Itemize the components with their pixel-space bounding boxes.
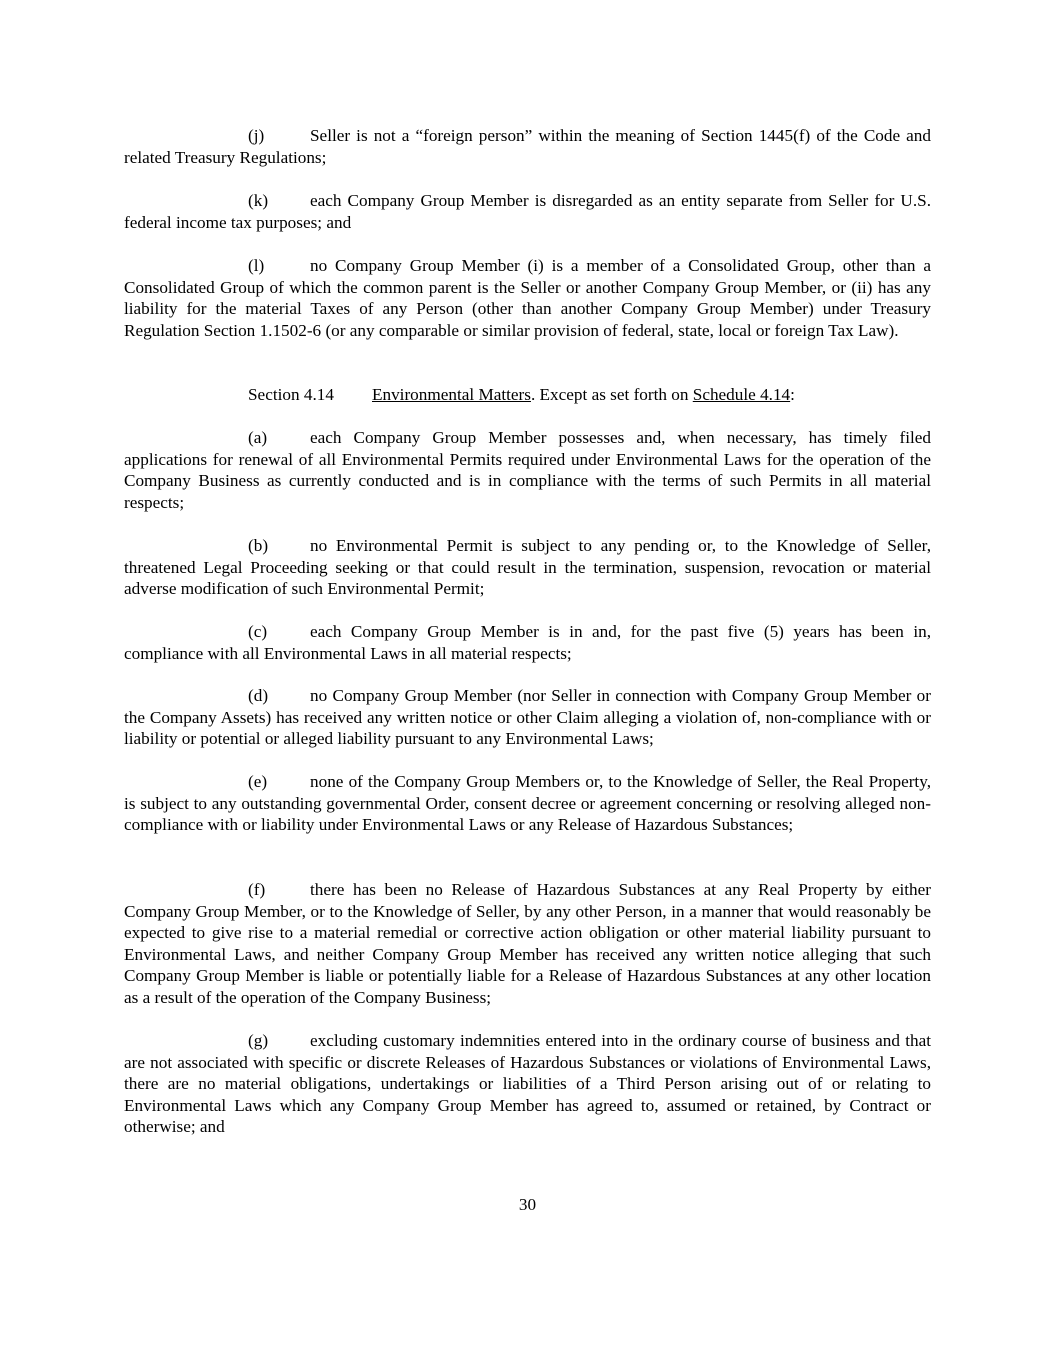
paragraph-text: each Company Group Member is in and, for the past five (5) years has been in, compliance with all Environmental Laws in all material respects;: [124, 622, 931, 663]
paragraph-text: no Environmental Permit is subject to any pending or, to the Knowledge of Seller, threatened Legal Proceeding seeking or that could result in the termination, suspension, revocation or material adverse modification of such Environmental Permit;: [124, 536, 931, 599]
section-number: Section 4.14: [248, 385, 334, 404]
section-title-after: . Except as set forth on: [530, 385, 693, 404]
paragraph-a: [124, 427, 931, 513]
paragraph-label: (e): [248, 772, 268, 791]
paragraph-label: (j): [248, 126, 265, 145]
paragraph-text: no Company Group Member (i) is a member of a Consolidated Group, other than a Consolidated Group of which the common parent is the Seller or another Company Group Member, or (ii) has any liability for the material Taxes of any Person (other than another Company Group Member) under Treasury Regulation Section 1.1502-6 (or any comparable or similar provision of federal, state, local or foreign Tax Law).: [124, 256, 931, 340]
section-title: Environmental Matters: [372, 385, 531, 404]
paragraph-label: (a): [248, 428, 268, 447]
paragraph-f: [124, 879, 931, 1009]
paragraph-e: [124, 771, 931, 836]
paragraph-text: Seller is not a “foreign person” within the meaning of Section 1445(f) of the Code and related Treasury Regulations;: [124, 126, 931, 167]
paragraph-label: (k): [248, 191, 269, 210]
paragraph-g: [124, 1030, 931, 1138]
paragraph-l: [124, 255, 931, 341]
paragraph-text: excluding customary indemnities entered into in the ordinary course of business and that are not associated with specific or discrete Releases of Hazardous Substances or violations of Environmental Laws, there are no material obligations, undertakings or liabilities of a Third Person arising out of or relating to Environmental Laws which any Company Group Member has agreed to, assumed or retained, by Contract or otherwise; and: [124, 1031, 931, 1137]
paragraph-text: there has been no Release of Hazardous Substances at any Real Property by either Company Group Member, or to the Knowledge of Seller, by any other Person, in a manner that would reasonably be expected to give rise to a material remedial or corrective action obligation or other material liability pursuant to Environmental Laws, and neither Company Group Member has received any written notice alleging that such Company Group Member is liable or potentially liable for a Release of Hazardous Substances at any other location as a result of the operation of the Company Business;: [124, 880, 931, 1007]
section-heading-end: :: [790, 385, 795, 404]
paragraph-label: (c): [248, 622, 268, 641]
section-heading: [248, 384, 931, 406]
paragraph-d: [124, 685, 931, 750]
paragraph-label: (d): [248, 686, 269, 705]
paragraph-text: no Company Group Member (nor Seller in connection with Company Group Member or the Company Assets) has received any written notice or other Claim alleging a violation of, non-compliance with or liability or potential or alleged liability pursuant to any Environmental Laws;: [124, 686, 931, 749]
paragraph-label: (f): [248, 880, 266, 899]
paragraph-j: [124, 125, 931, 168]
paragraph-label: (l): [248, 256, 265, 275]
paragraph-label: (g): [248, 1031, 269, 1050]
schedule-reference: Schedule 4.14: [692, 385, 791, 404]
page-number: 30: [518, 1195, 537, 1214]
paragraph-text: each Company Group Member possesses and, when necessary, has timely filed applications for renewal of all Environmental Permits required under Environmental Laws for the operation of the Company Business as currently conducted and is in compliance with the terms of such Permits in all material respects;: [124, 428, 931, 512]
paragraph-c: [124, 621, 931, 664]
paragraph-label: (b): [248, 536, 269, 555]
paragraph-text: each Company Group Member is disregarded as an entity separate from Seller for U.S. federal income tax purposes; and: [124, 191, 931, 232]
paragraph-text: none of the Company Group Members or, to the Knowledge of Seller, the Real Property, is subject to any outstanding governmental Order, consent decree or agreement concerning or resolving alleged non-compliance with or liability under Environmental Laws or any Release of Hazardous Substances;: [124, 772, 931, 835]
paragraph-b: [124, 535, 931, 600]
paragraph-k: [124, 190, 931, 233]
